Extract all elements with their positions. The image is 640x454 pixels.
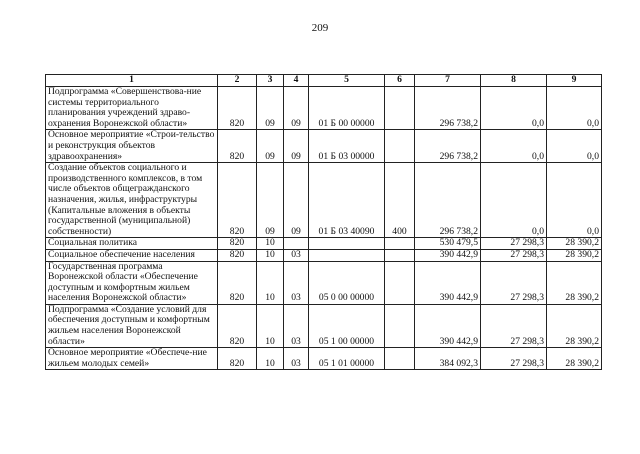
column-header: 7 [415,75,481,87]
expense-type-code [385,87,415,130]
expense-type-code [385,130,415,163]
amount-year-3: 28 390,2 [547,249,602,261]
amount-year-3: 28 390,2 [547,348,602,370]
ministry-code: 820 [218,87,257,130]
amount-year-2: 27 298,3 [481,238,547,250]
column-header: 3 [257,75,284,87]
amount-year-1: 390 442,9 [415,249,481,261]
section-code: 10 [257,249,284,261]
amount-year-1: 296 738,2 [415,130,481,163]
row-description: Подпрограмма «Совершенствова-ние системы территориального планирования учреждений здраво-охранения Воронежской области» [46,87,218,130]
ministry-code: 820 [218,130,257,163]
column-header: 4 [284,75,309,87]
amount-year-3: 0,0 [547,163,602,238]
target-article-code [309,249,385,261]
subsection-code: 09 [284,163,309,238]
amount-year-1: 390 442,9 [415,304,481,347]
column-header: 1 [46,75,218,87]
ministry-code: 820 [218,261,257,304]
ministry-code: 820 [218,304,257,347]
target-article-code: 01 Б 00 00000 [309,87,385,130]
row-description: Социальное обеспечение населения [46,249,218,261]
subsection-code: 09 [284,130,309,163]
amount-year-3: 28 390,2 [547,304,602,347]
table-row [46,130,602,163]
amount-year-2: 27 298,3 [481,348,547,370]
expense-type-code [385,249,415,261]
ministry-code: 820 [218,348,257,370]
amount-year-2: 27 298,3 [481,249,547,261]
amount-year-2: 27 298,3 [481,304,547,347]
expense-type-code [385,304,415,347]
table-row [46,249,602,261]
section-code: 10 [257,238,284,250]
amount-year-2: 27 298,3 [481,261,547,304]
section-code: 09 [257,163,284,238]
column-header: 2 [218,75,257,87]
column-header: 8 [481,75,547,87]
amount-year-2: 0,0 [481,87,547,130]
expense-type-code [385,261,415,304]
target-article-code: 05 1 01 00000 [309,348,385,370]
subsection-code [284,238,309,250]
expense-type-code [385,238,415,250]
page-number: 209 [311,22,329,34]
table-row [46,261,602,304]
amount-year-1: 384 092,3 [415,348,481,370]
expense-type-code: 400 [385,163,415,238]
section-code: 09 [257,130,284,163]
amount-year-1: 296 738,2 [415,163,481,238]
row-description: Социальная политика [46,238,218,250]
subsection-code: 03 [284,261,309,304]
subsection-code: 03 [284,304,309,347]
row-description: Основное мероприятие «Обеспече-ние жильем молодых семей» [46,348,218,370]
section-code: 10 [257,304,284,347]
amount-year-1: 296 738,2 [415,87,481,130]
amount-year-2: 0,0 [481,163,547,238]
amount-year-1: 390 442,9 [415,261,481,304]
row-description: Государственная программа Воронежской области «Обеспечение доступным и комфортным жильем населения Воронежской области» [46,261,218,304]
budget-table [45,74,602,370]
row-description: Основное мероприятие «Строи-тельство и реконструкция объектов здравоохранения» [46,130,218,163]
column-header: 9 [547,75,602,87]
amount-year-3: 0,0 [547,130,602,163]
table-row [46,87,602,130]
column-header: 5 [309,75,385,87]
header-row [46,75,602,87]
amount-year-3: 28 390,2 [547,261,602,304]
amount-year-3: 28 390,2 [547,238,602,250]
amount-year-2: 0,0 [481,130,547,163]
ministry-code: 820 [218,249,257,261]
target-article-code: 05 0 00 00000 [309,261,385,304]
amount-year-3: 0,0 [547,87,602,130]
subsection-code: 09 [284,87,309,130]
amount-year-1: 530 479,5 [415,238,481,250]
subsection-code: 03 [284,348,309,370]
target-article-code: 01 Б 03 40090 [309,163,385,238]
target-article-code [309,238,385,250]
target-article-code: 01 Б 03 00000 [309,130,385,163]
row-description: Подпрограмма «Создание условий для обеспечения доступным и комфортным жильем населения Воронежской области» [46,304,218,347]
ministry-code: 820 [218,238,257,250]
table-row [46,304,602,347]
expense-type-code [385,348,415,370]
row-description: Создание объектов социального и производственного комплексов, в том числе объектов общегражданского назначения, жилья, инфраструктуры (Капитальные вложения в объекты государственной (муниципальной) собственности) [46,163,218,238]
target-article-code: 05 1 00 00000 [309,304,385,347]
section-code: 10 [257,261,284,304]
ministry-code: 820 [218,163,257,238]
table-row [46,348,602,370]
column-header: 6 [385,75,415,87]
section-code: 09 [257,87,284,130]
section-code: 10 [257,348,284,370]
table-row [46,163,602,238]
subsection-code: 03 [284,249,309,261]
table-row [46,238,602,250]
